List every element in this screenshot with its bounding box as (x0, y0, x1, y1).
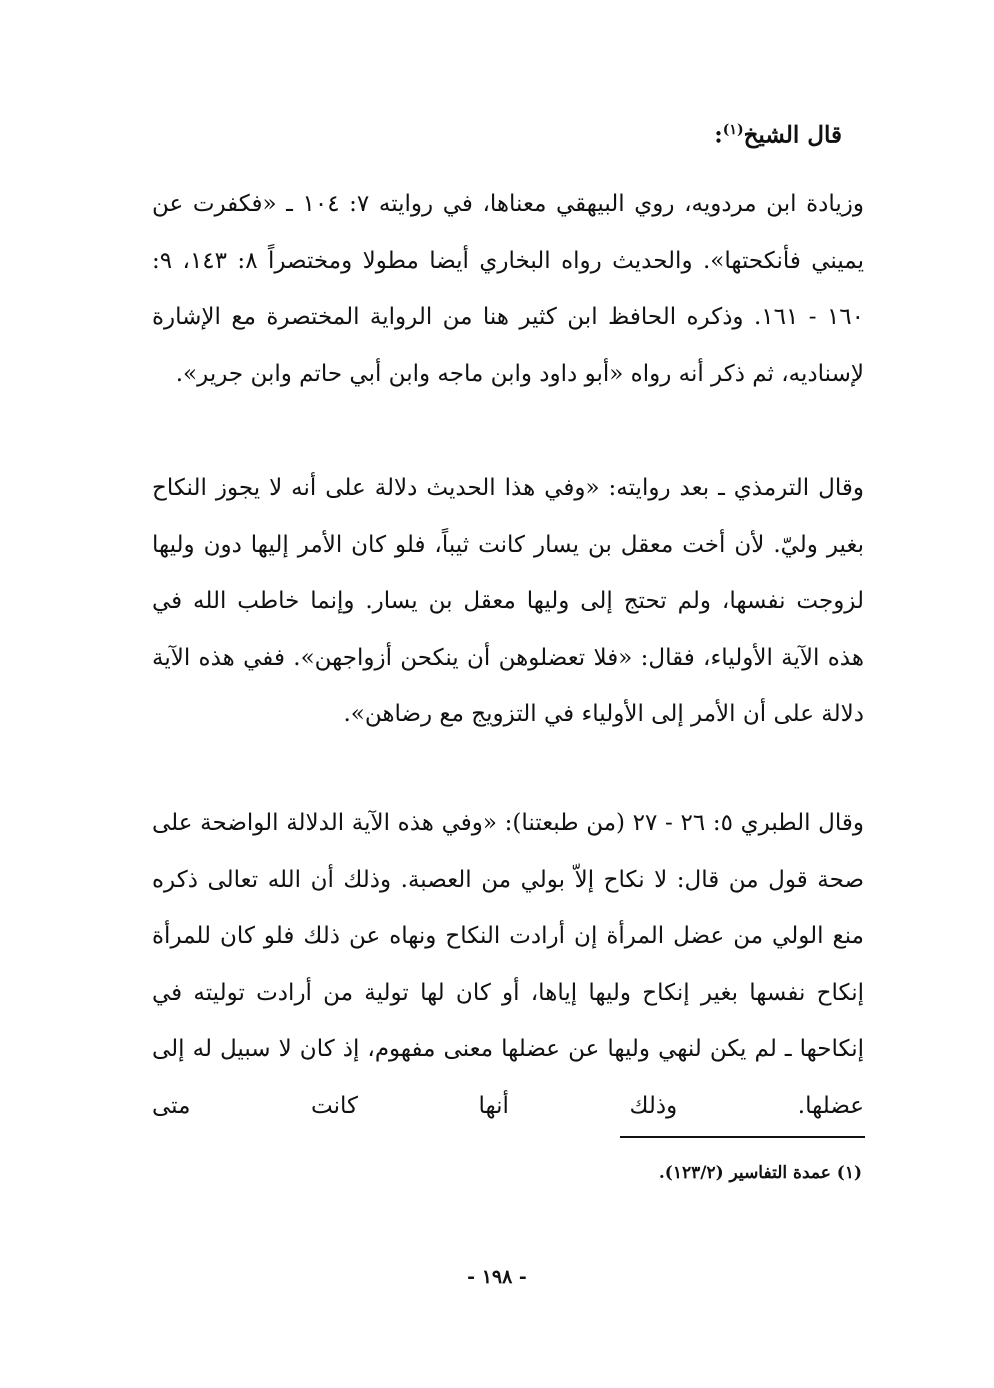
heading-text: قال الشيخ (743, 121, 842, 149)
footnote: (١) عمدة التفاسير (١٢٣/٢). (658, 1163, 862, 1183)
page-number: - ١٩٨ - (467, 1266, 527, 1288)
footnote-divider (620, 1136, 865, 1138)
paragraph-2: وقال الترمذي ـ بعد روايته: «وفي هذا الحديث دلالة على أنه لا يجوز النكاح بغير وليّ. لأن أخت معقل بن يسار كانت ثيباً، فلو كان الأمر إليها دون وليها لزوجت نفسها، ولم تحتج إلى وليها معقل بن يسار. وإنما خاطب الله في هذه الآية الأولياء، فقال: «فلا تعضلوهن أن ينكحن أزواجهن». ففي هذه الآية دلالة على أن الأمر إلى الأولياء في التزويج مع رضاهن». (152, 475, 864, 727)
footnote-reference[interactable]: (١) (722, 122, 744, 138)
heading-colon: : (714, 121, 723, 149)
paragraph-3: وقال الطبري ٥: ٢٦ - ٢٧ (من طبعتنا): «وفي هذه الآية الدلالة الواضحة على صحة قول من قال: لا نكاح إلاّ بولي من العصبة. وذلك أن الله تعالى ذكره منع الولي من عضل المرأة إن أرادت النكاح ونهاه عن ذلك فلو كان للمرأة إنكاح نفسها بغير إنكاح وليها إياها، أو كان لها تولية من أرادت توليته في إنكاحها ـ لم يكن لنهي وليها عن عضلها معنى مفهوم، إذ كان لا سبيل له إلى عضلها. وذلك أنها كانت متى (152, 810, 865, 1119)
section-heading (142, 108, 842, 158)
paragraph-1: وزيادة ابن مردويه، روي البيهقي معناها، في روايته ٧: ١٠٤ ـ «فكفرت عن يميني فأنكحتها». والحديث رواه البخاري أيضا مطولا ومختصراً ٨: ١٤٣، ٩: ١٦٠ - ١٦١. وذكره الحافظ ابن كثير هنا من الرواية المختصرة مع الإشارة لإسناديه، ثم ذكر أنه رواه «أبو داود وابن ماجه وابن أبي حاتم وابن جرير». (152, 191, 865, 387)
